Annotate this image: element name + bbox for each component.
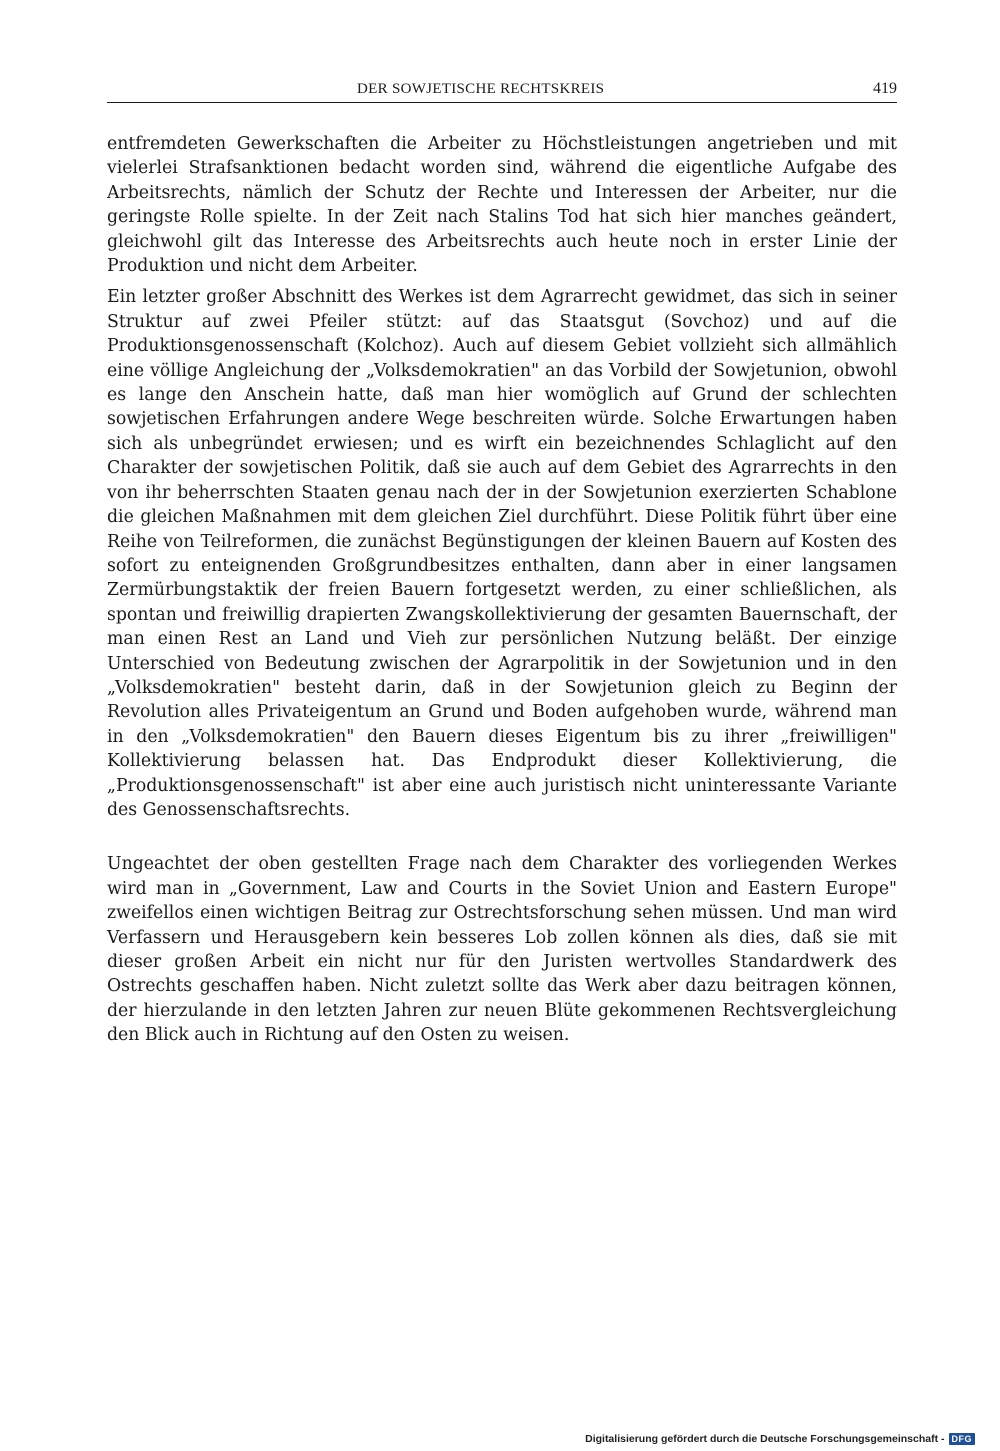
paragraph-2: Ein letzter großer Abschnitt des Werkes ist dem Agrarrecht gewidmet, das sich in seiner Struktur auf zwei Pfeiler stützt: auf das Staatsgut (Sovchoz) und auf die Produktionsgenossenschaft (Kolchoz). Auch auf diesem Gebiet vollzieht sich allmählich eine völlige Angleichung der „Volksdemokratien" an das Vorbild der Sowjetunion, obwohl es lange den Anschein hatte, daß man hier womöglich auf Grund der schlechten sowjetischen Erfahrungen andere Wege beschreiten würde. Solche Erwartungen haben sich als unbegründet erwiesen; und es wirft ein bezeichnendes Schlaglicht auf den Charakter der sowjetischen Politik, daß sie auch auf dem Gebiet des Agrarrechts in den von ihr beherrschten Staaten genau nach der in der Sowjetunion exerzierten Schablone die gleichen Maßnahmen mit dem gleichen Ziel durchführt. Diese Politik führt über eine Reihe von Teilreformen, die zunächst Begünstigungen der kleinen Bauern auf Kosten des sofort zu enteignenden Großgrundbesitzes enthalten, dann aber in einer langsamen Zermürbungstaktik der freien Bauern fortgesetzt werden, zu einer schließlichen, als spontan und freiwillig drapierten Zwangskollektivierung der gesamten Bauernschaft, der man einen Rest an Land und Vieh zur persönlichen Nutzung beläßt. Der einzige Unterschied von Bedeutung zwischen der Agrarpolitik in der Sowjetunion und in den „Volksdemokratien" besteht darin, daß in der Sowjetunion gleich zu Beginn der Revolution alles Privateigentum an Grund und Boden aufgehoben wurde, während man in den „Volksdemokratien" den Bauern dieses Eigentum bis zu ihrer „freiwilligen" Kollektivierung belassen hat. Das Endprodukt dieser Kollektivierung, die „Produktionsgenossenschaft" ist aber eine auch juristisch nicht uninteressante Variante des Genossenschaftsrechts.: [107, 287, 897, 820]
page-number: 419: [873, 80, 897, 97]
body-text: [107, 132, 897, 1048]
paragraph-3: Ungeachtet der oben gestellten Frage nach dem Charakter des vorliegenden Werkes wird man in „Government, Law and Courts in the Soviet Union and Eastern Europe" zweifellos einen wichtigen Beitrag zur Ostrechtsforschung sehen müssen. Und man wird Verfassern und Herausgebern kein besseres Lob zollen können als dies, daß sie mit dieser großen Arbeit ein nicht nur für den Juristen wertvolles Standardwerk des Ostrechts geschaffen haben. Nicht zuletzt sollte das Werk aber dazu beitragen können, der hierzulande in den letzten Jahren zur neuen Blüte gekommenen Rechtsvergleichung den Blick auch in Richtung auf den Osten zu weisen.: [107, 854, 897, 1046]
footer-text: Digitalisierung gefördert durch die Deutsche Forschungsgemeinschaft -: [585, 1433, 945, 1445]
dfg-logo: DFG: [949, 1433, 976, 1445]
running-title: DER SOWJETISCHE RECHTSKREIS: [357, 81, 605, 97]
running-header: [107, 80, 897, 103]
paragraph-1: entfremdeten Gewerkschaften die Arbeiter zu Höchstleistungen angetrieben und mit vielerlei Strafsanktionen bedacht worden sind, während die eigentliche Aufgabe des Arbeitsrechts, nämlich der Schutz der Rechte und Interessen der Arbeiter, nur die geringste Rolle spielte. In der Zeit nach Stalins Tod hat sich hier manches geändert, gleichwohl gilt das Interesse des Arbeitsrechts auch heute noch in erster Linie der Produktion und nicht dem Arbeiter.: [107, 134, 897, 277]
digitization-footer: [585, 1433, 975, 1445]
